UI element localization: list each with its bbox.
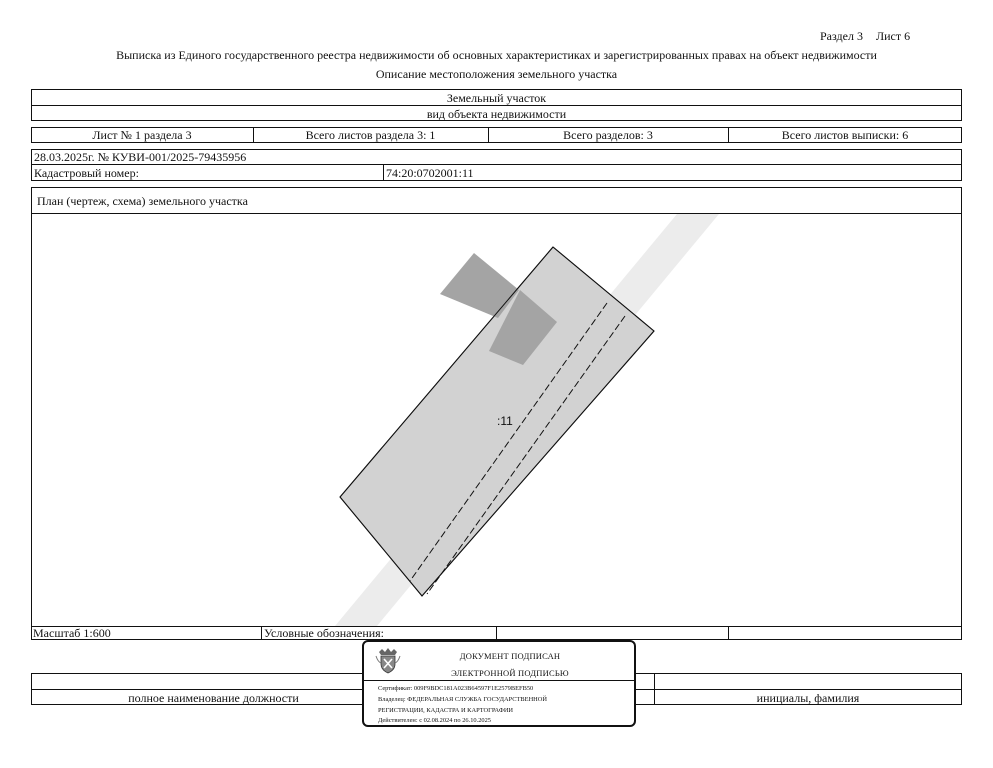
parcel-label: :11	[497, 414, 513, 428]
divider	[261, 626, 262, 640]
parcel-plan-drawing	[32, 214, 961, 626]
stamp-owner-1: Владелец: ФЕДЕРАЛЬНАЯ СЛУЖБА ГОСУДАРСТВЕННОЙ	[378, 696, 548, 703]
position-label: полное наименование должности	[128, 691, 299, 705]
stamp-line-1: ДОКУМЕНТ ПОДПИСАН	[459, 651, 561, 661]
stamp-validity: Действителен: с 02.08.2024 по 26.10.2025	[378, 717, 491, 724]
cadastral-number-value: 74:20:0702001:11	[386, 166, 474, 180]
plan-title: План (чертеж, схема) земельного участка	[37, 194, 248, 208]
legend-label: Условные обозначения:	[264, 626, 385, 640]
name-label: инициалы, фамилия	[756, 691, 860, 705]
sheet-label: Лист 6	[876, 29, 911, 43]
document-subtitle: Описание местоположения земельного участка	[375, 67, 618, 81]
total-section-sheets: Всего листов раздела 3: 1	[305, 128, 436, 142]
scale-label: Масштаб 1:600	[33, 626, 111, 640]
cadastral-number-label: Кадастровый номер:	[34, 166, 139, 180]
extract-date-number: 28.03.2025г. № КУВИ-001/2025-79435956	[34, 150, 247, 164]
stamp-divider	[364, 680, 634, 681]
object-type-value: Земельный участок	[446, 91, 547, 105]
stamp-line-2: ЭЛЕКТРОННОЙ ПОДПИСЬЮ	[451, 668, 569, 678]
total-sections: Всего разделов: 3	[563, 128, 653, 142]
object-type-label: вид объекта недвижимости	[426, 107, 567, 121]
divider	[31, 105, 962, 106]
divider	[31, 164, 962, 165]
divider	[383, 164, 384, 181]
section-label: Раздел 3	[820, 29, 863, 43]
stamp-certificate: Сертификат: 009F9BDC181A023B64597F1E2579BEFB50	[378, 685, 534, 692]
stamp-owner-2: РЕГИСТРАЦИИ, КАДАСТРА И КАРТОГРАФИИ	[378, 707, 514, 714]
divider	[496, 626, 497, 640]
document-title: Выписка из Единого государственного реестра недвижимости об основных характеристиках и зарегистрированных правах на объект недвижимости	[116, 48, 877, 62]
total-extract-sheets: Всего листов выписки: 6	[781, 128, 909, 142]
electronic-signature-stamp	[362, 640, 636, 727]
divider	[728, 626, 729, 640]
sheet-number: Лист № 1 раздела 3	[92, 128, 192, 142]
